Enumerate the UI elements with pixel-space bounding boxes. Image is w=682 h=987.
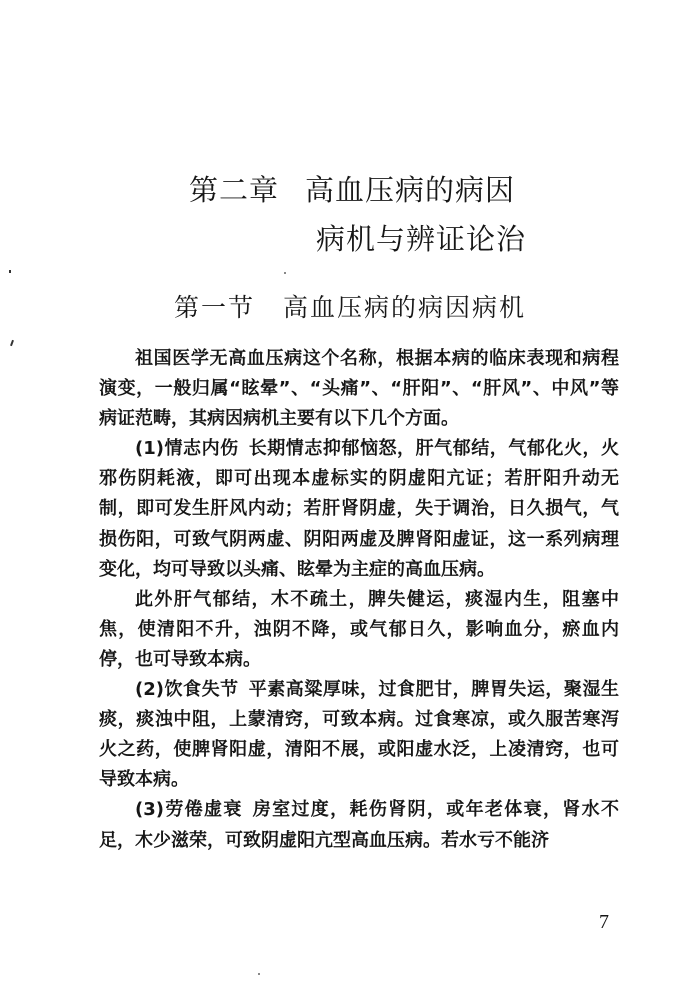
- section-title-text: 高血压病的病因病机: [283, 293, 527, 322]
- page-number: 7: [599, 911, 609, 933]
- paragraph-intro: 祖国医学无高血压病这个名称，根据本病的临床表现和病程演变，一般归属“眩晕”、“头痛”、“肝阳”、“肝风”、中风”等病证范畴，其病因病机主要有以下几个方面。: [99, 348, 619, 430]
- item-1-label: (1)情志内伤: [135, 438, 239, 460]
- paragraph-item-3: [99, 795, 619, 855]
- chapter-title-line-2: 病机与辨证论治: [316, 222, 527, 256]
- item-3-text: 房室过度，耗伤肾阴，或年老体衰，肾水不足，木少滋荣，可致阴虚阳亢型高血压病。若水亏不能济: [99, 799, 620, 851]
- paragraph-item-2: [99, 675, 619, 795]
- body-text: [99, 344, 619, 856]
- chapter-title-text-1: 高血压病的病因: [305, 173, 516, 207]
- section-title: [174, 295, 526, 320]
- chapter-title-line-1: [189, 173, 516, 207]
- paragraph-item-1: [99, 434, 619, 584]
- item-1-text: 长期情志抑郁恼怒，肝气郁结，气郁化火，火邪伤阴耗液，即可出现本虚标实的阴虚阳亢证；若肝阳升动无制，即可发生肝风内动；若肝肾阴虚，失于调治，日久损气，气损伤阳，可致气阴两虚、阴阳两虚及脾肾阳虚证，这一系列病理变化，均可导致以头痛、眩晕为主症的高血压病。: [99, 438, 620, 580]
- item-2-label: (2)饮食失节: [135, 679, 239, 701]
- scan-speck: [9, 270, 11, 273]
- item-2-text: 平素高粱厚味，过食肥甘，脾胃失运，聚湿生痰，痰浊中阻，上蒙清窍，可致本病。过食寒凉，或久服苦寒泻火之药，使脾肾阳虚，清阳不展，或阳虚水泛，上凌清窍，也可导致本病。: [99, 679, 620, 791]
- scan-speck: [258, 973, 260, 975]
- paragraph-item-1-continued: 此外肝气郁结，木不疏土，脾失健运，痰湿内生，阻塞中焦，使清阳不升，浊阴不降，或气郁日久，影响血分，瘀血内停，也可导致本病。: [99, 588, 619, 670]
- chapter-number: 第二章: [189, 173, 280, 207]
- section-number: 第一节: [174, 293, 256, 322]
- scan-speck: [10, 340, 14, 346]
- item-3-label: (3)劳倦虚衰: [135, 799, 243, 821]
- scan-speck: [284, 272, 286, 274]
